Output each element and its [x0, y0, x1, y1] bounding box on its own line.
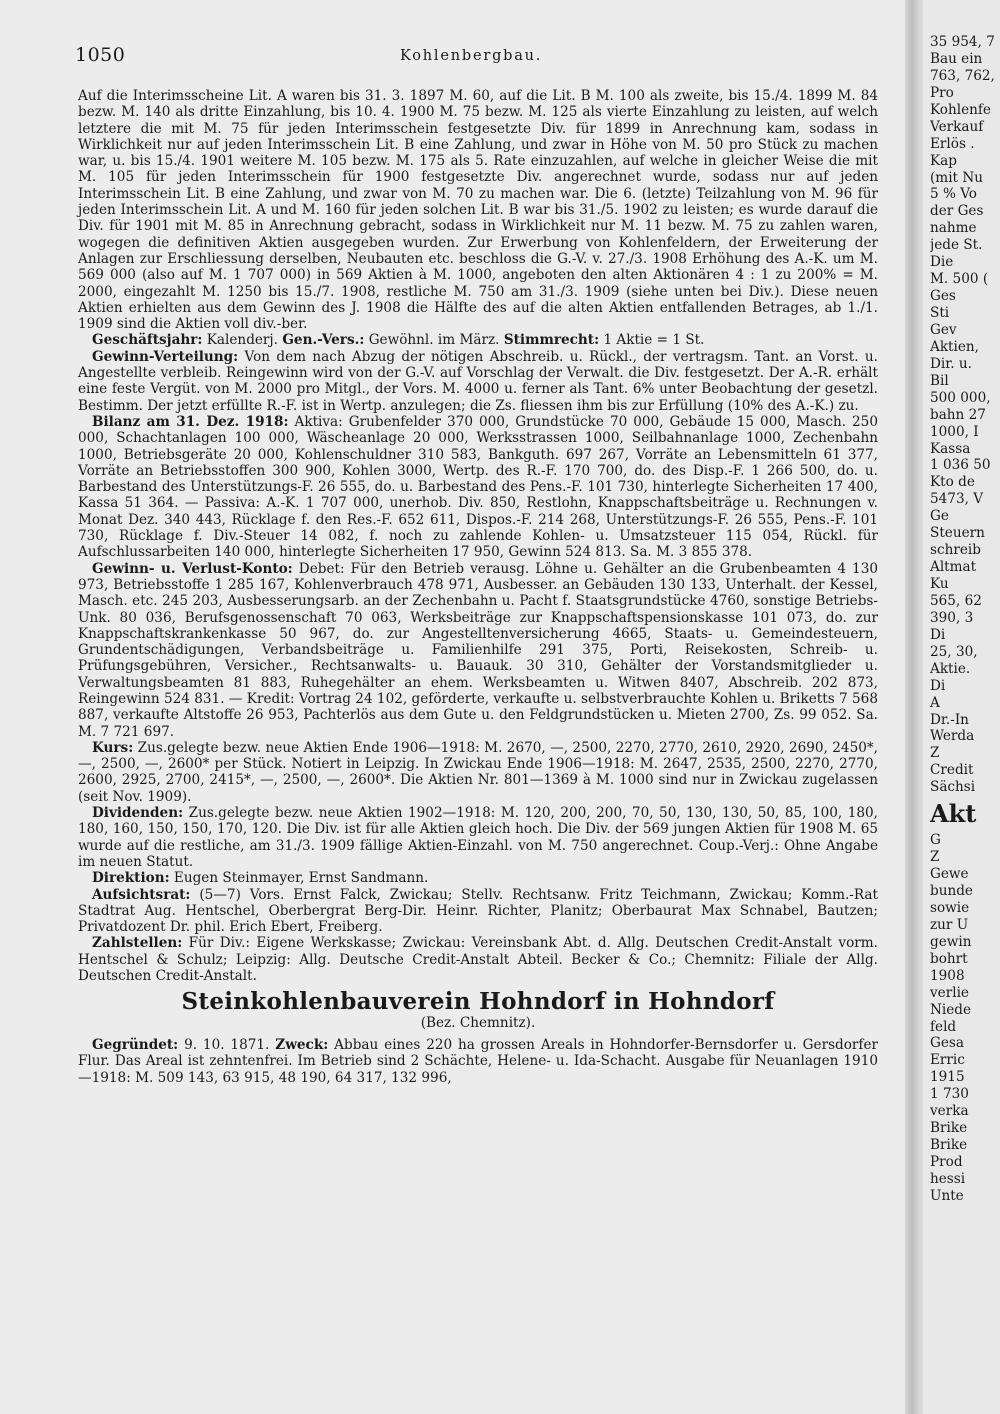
side-fragment-lower-line: Gesa: [930, 1035, 964, 1052]
aufsichtsrat-text: (5—7) Vors. Ernst Falck, Zwickau; Stellv. Rechtsanw. Fritz Teichmann, Zwickau; Komm.-Rat Stadtrat Aug. Hentschel, Oberbergrat Berg-Dir. Heinr. Richter, Planitz; Oberbaurat Max Schnabel, Bautzen; Privatdozent Dr. phil. Erich Ebert, Freiberg.: [78, 886, 879, 936]
side-fragment-line: Z: [930, 745, 940, 762]
dividenden-text: Zus.gelegte bezw. neue Aktien 1902—1918: M. 120, 200, 200, 70, 50, 130, 130, 50, 85, 100, 180, 180, 160, 150, 150, 170, 120. Die Div. ist für alle Aktien gleich hoch. Die Div. der 569 jungen Aktien für 1908 M. 65 wurde auf die restliche, am 31./3. 1909 fällige Aktien-Einzahl. von M. 750 angerechnet. Coup.-Verj.: Ohne Angabe im neuen Statut.: [78, 805, 878, 870]
intro-paragraph: Auf die Interimsscheine Lit. A waren bis 31. 3. 1897 M. 60, auf die Lit. B M. 100 als zweite, bis 15./4. 1899 M. 84 bezw. M. 140 als dritte Einzahlung, bis 10. 4. 1900 M. 75 bezw. M. 125 als vierte Einzahlung zu leisten, auf welch letztere die mit M. 75 für jeden Interimsschein festgesetzte Div. für 1899 in Anrechnung kam, sodass in Wirklichkeit nur auf jeden Interimsschein Lit. B eine Zahlung, und zwar in Höhe von M. 50 pro Stück zu machen war, u. bis 15./4. 1901 weitere M. 105 bezw. M. 175 als 5. Rate einzuzahlen, auf welche in gleicher Weise die mit M. 105 für jeden Interimsschein für 1900 festgesetzte Div. angerechnet wurde, sodass nur auf jeden Interimsschein Lit. B eine Zahlung, und zwar von M. 70 zu machen war. Die 6. (letzte) Teilzahlung von M. 96 für jeden Interimsschein Lit. A und M. 160 für jeden solchen Lit. B war bis 31./5. 1902 zu leisten; es wurde darauf die Div. für 1901 mit M. 85 in Anrechnung gebracht, sodass in Wirklichkeit nur M. 11 bezw. M. 75 zu zahlen waren, wogegen die definitiven Aktien ausgegeben wurden. Zur Erwerbung von Kohlenfeldern, der Erweiterung der Anlagen zur Erschliessung derselben, Neubauten etc. beschloss die G.-V. v. 27./3. 1908 Erhöhung des A.-K. um M. 569 000 (also auf M. 1 707 000) in 569 Aktien à M. 1000, angeboten den alten Aktionären 4 : 1 zu 200% = M. 2000, eingezahlt M. 1250 bis 15./7. 1908, restliche M. 750 am 31./3. 1909 (siehe unten bei Div.). Diese neuen Aktien erhielten aus dem Gewinn des J. 1908 die Hälfte des auf die alten Aktien entfallenden Betrages, ab 1./1. 1909 sind die Aktien voll div.-ber.: [78, 88, 878, 333]
meta-paragraph: [78, 332, 878, 348]
side-fragment-line: 763, 762,: [930, 67, 995, 84]
side-fragment-lower-line: 1 730: [930, 1086, 969, 1103]
gegruendet-text: 9. 10. 1871.: [184, 1036, 270, 1053]
side-fragment-line: Kap: [930, 152, 957, 169]
side-fragment-line: Sti: [930, 305, 950, 321]
side-fragment-line: Di: [930, 677, 946, 694]
bilanz-label: Bilanz am 31. Dez. 1918:: [92, 413, 289, 430]
side-fragment-line: 500 000,: [930, 389, 991, 406]
side-fragment-line: Verkauf: [930, 118, 984, 135]
gegruendet-label: Gegründet:: [92, 1036, 179, 1053]
side-fragment-line: 1000, I: [930, 423, 979, 440]
dividenden-paragraph: [78, 805, 878, 870]
bilanz-paragraph: [78, 414, 878, 561]
side-fragment-line: 390, 3: [930, 609, 974, 626]
company-title: Steinkohlenbauverein Hohndorf in Hohndorf: [181, 988, 775, 1016]
kurs-text: Zus.gelegte bezw. neue Aktien Ende 1906—1918: M. 2670, —, 2500, 2270, 2770, 2610, 2920, 2690, 2450*, —, 2500, —, 2600* per Stück. Notiert in Leipzig. In Zwickau Ende 1906—1918: M. 2647, 2535, 2500, 2270, 2770, 2600, 2925, 2700, 2415*, —, 2500, —, 2600*. Die Aktien Nr. 801—1369 à M. 1000 sind nur in Zwickau zugelassen (seit Nov. 1909).: [78, 739, 878, 805]
side-fragment-lower-line: Erric: [930, 1052, 965, 1069]
next-page-fragment: [930, 34, 1000, 1205]
running-head: Kohlenbergbau.: [400, 48, 543, 64]
side-fragment-lower-line: 1915: [930, 1069, 965, 1086]
side-fragment-lower-line: hessi: [930, 1170, 966, 1187]
gewinn-verteilung-label: Gewinn-Verteilung:: [92, 348, 239, 365]
guv-paragraph: [78, 561, 878, 740]
side-fragment-line: 5 % Vo: [930, 186, 977, 203]
side-fragment-lower-line: G: [930, 832, 941, 849]
side-fragment-line: A: [930, 694, 940, 711]
geschaeftsjahr-label: Geschäftsjahr:: [92, 332, 203, 349]
aufsichtsrat-paragraph: [78, 887, 878, 936]
genvers-text: Gewöhnl. im März.: [368, 332, 500, 349]
side-heading: Akt: [930, 799, 977, 829]
side-fragment-line: (mit Nu: [930, 169, 983, 186]
zahlstellen-text: Für Div.: Eigene Werkskasse; Zwickau: Vereinsbank Abt. d. Allg. Deutschen Credit-Anstalt vorm. Hentschel & Schulz; Leipzig: Allg. Deutsche Credit-Anstalt Abteil. Becker & Co.; Chemnitz: Filiale der Allg. Deutschen Credit-Anstalt.: [78, 935, 878, 985]
side-fragment-line: Ge: [930, 508, 949, 525]
kurs-label: Kurs:: [92, 739, 134, 756]
side-fragment-lower-line: Brike: [930, 1120, 968, 1137]
side-fragment-lower-line: Brike: [930, 1137, 968, 1154]
side-fragment-lower-line: feld: [930, 1018, 957, 1035]
side-fragment-line: Di: [930, 626, 946, 643]
side-fragment-line: Gev: [930, 321, 957, 338]
guv-label: Gewinn- u. Verlust-Konto:: [92, 560, 293, 577]
side-fragment-lower-line: bunde: [930, 883, 973, 899]
side-fragment-line: nahme: [930, 220, 977, 237]
kurs-paragraph: [78, 740, 878, 805]
side-fragment-line: Erlös .: [930, 135, 975, 152]
side-fragment-lower-line: Gewe: [930, 866, 969, 883]
side-fragment-line: Kto de: [930, 474, 975, 491]
gewinn-verteilung-text: Von dem nach Abzug der nötigen Abschreib. u. Rückl., der vertragsm. Tant. an Vorst. u. Angestellte verbleib. Reingewinn wird von der G.-V. auf Vorschlag der Verwalt. die Div. festgesetzt. Der A.-R. erhält eine feste Vergüt. von M. 2000 pro Mitgl., der Vors. M. 4000 u. ferner als Tant. 6% unter Beobachtung der gesetzl. Bestimm. Der jetzt erfüllte R.-F. ist in Wertp. anzulegen; die Zs. fliessen ihm bis zur Erfüllung (10% des A.-K.) zu.: [78, 348, 878, 414]
dividenden-label: Dividenden:: [92, 805, 184, 822]
zweck-text: Abbau eines 220 ha grossen Areals in Hohndorfer-Bernsdorfer u. Gersdorfer Flur. Das Areal ist zehntenfrei. Im Betrieb sind 2 Schächte, Helene- u. Ida-Schacht. Ausgabe für Neuanlagen 1910—1918: M. 509 143, 63 915, 48 190, 64 317, 132 996,: [78, 1036, 879, 1086]
guv-text: Debet: Für den Betrieb verausg. Löhne u. Gehälter an die Grubenbeamten 4 130 973, Betriebsstoffe 1 285 167, Kohlenverbrauch 478 971, Ausbesser. an Gebäuden 130 133, Unterhalt. der Kessel, Masch. etc. 245 203, Ausbesserungsarb. an der Zechenbahn u. Pacht f. Staatsgrundstücke 4760, sonstige Betriebs-Unk. 80 036, Berufsgenossenschaft 70 063, Werksbeiträge zur Knappschaftspensionskasse 101 073, do. zur Knappschaftskrankenkasse 50 967, do. zur Angestelltenversicherung 4665, Staats- u. Gemeindesteuern, Grundentschädigungen, Verbandsbeiträge u. Familienhilfe 291 375, Porti, Reisekosten, Schreib- u. Prüfungsgebühren, Versicher., Rechtsanwalts- u. Bauauk. 30 310, Gehälter der Vorstandsmitglieder u. Verwaltungsbeamten 81 883, Ruhegehälter an ehem. Werksbeamten u. Witwen 8407, Abschreib. 202 873, Reingewinn 524 831. — Kredit: Vortrag 24 102, geförderte, verkaufte u. selbstverbrauchte Kohlen u. Briketts 7 568 887, verkaufte Altstoffe 26 953, Pachterlös aus dem Gute u. den Feldgrundstücken u. Mieten 2700, Zs. 99 052. Sa. M. 7 721 697.: [78, 560, 878, 740]
side-fragment-line: schreib: [930, 542, 981, 559]
stimmrecht-label: Stimmrecht:: [503, 332, 600, 349]
direktion-paragraph: [78, 870, 878, 886]
side-fragment-line: 5473, V: [930, 491, 984, 508]
side-fragment-line: Sächsi: [930, 779, 976, 796]
side-fragment-line: bahn 27: [930, 406, 986, 423]
side-fragment-line: Bil: [930, 372, 949, 389]
side-fragment-line: Die: [930, 254, 954, 271]
side-fragment-line: Pro: [930, 84, 954, 101]
book-gutter: [905, 0, 923, 1414]
side-fragment-line: M. 500 (: [930, 271, 989, 288]
side-fragment-line: 25, 30,: [930, 643, 978, 660]
side-fragment-line: Bau ein: [930, 50, 983, 67]
page-number: 1050: [75, 44, 126, 66]
side-fragment-lower-line: sowie: [930, 899, 970, 916]
side-fragment-lower-line: verlie: [930, 984, 969, 1001]
side-fragment-line: Werda: [930, 728, 975, 745]
side-fragment-lower-line: Prod: [930, 1154, 963, 1170]
side-fragment-line: 565, 62: [930, 592, 982, 609]
side-fragment-lower-line: verka: [930, 1103, 969, 1120]
side-fragment-line: Kassa: [930, 440, 971, 457]
side-fragment-line: Aktie.: [930, 660, 971, 677]
side-fragment-line: Ges: [930, 288, 956, 305]
side-fragment-line: Steuern: [930, 525, 985, 542]
side-fragment-line: 1 036 50: [930, 457, 991, 474]
gegruendet-paragraph: [78, 1037, 878, 1086]
aufsichtsrat-label: Aufsichtsrat:: [92, 886, 191, 903]
stimmrecht-text: 1 Aktie = 1 St.: [603, 332, 705, 349]
zahlstellen-label: Zahlstellen:: [92, 935, 183, 952]
side-fragment-line: Kohlenfe: [930, 101, 991, 118]
zweck-label: Zweck:: [275, 1036, 329, 1053]
genvers-label: Gen.-Vers.:: [282, 332, 365, 349]
side-fragment-lower-line: gewin: [930, 933, 972, 950]
side-lines: [930, 34, 1000, 796]
direktion-label: Direktion:: [92, 870, 170, 887]
side-lines-lower: [930, 832, 1000, 1205]
side-fragment-lower-line: bohrt: [930, 950, 968, 967]
side-fragment-line: der Ges: [930, 203, 984, 220]
zahlstellen-paragraph: [78, 935, 878, 984]
side-fragment-lower-line: Z: [930, 849, 940, 866]
side-fragment-lower-line: Niede: [930, 1001, 972, 1018]
main-column: [78, 88, 878, 1086]
side-fragment-line: Aktien,: [930, 338, 979, 355]
side-fragment-line: jede St.: [930, 237, 983, 254]
side-fragment-line: Credit: [930, 762, 974, 779]
side-fragment-line: Dr.-In: [930, 711, 969, 728]
side-fragment-lower-line: zur U: [930, 916, 969, 933]
gewinn-verteilung-paragraph: [78, 349, 878, 414]
company-subtitle: (Bez. Chemnitz).: [420, 1014, 536, 1031]
side-fragment-lower-line: Unte: [930, 1187, 964, 1204]
side-fragment-line: Ku: [930, 576, 949, 592]
side-fragment-line: Altmat: [930, 559, 977, 576]
side-fragment-lower-line: 1908: [930, 967, 965, 984]
direktion-text: Eugen Steinmayer, Ernst Sandmann.: [173, 870, 429, 887]
bilanz-text: Aktiva: Grubenfelder 370 000, Grundstücke 70 000, Gebäude 15 000, Masch. 250 000, Schachtanlagen 100 000, Wäscheanlage 20 000, Werksstrassen 1000, Seilbahnanlage 1000, Zechenbahn 1000, Betriebsgeräte 20 000, Kohlenschuldner 310 583, Bankguth. 697 267, Vorräte an Lebensmitteln 61 377, Vorräte an Betriebsstoffen 300 900, Kohlen 3000, Wertp. des R.-F. 170 700, do. des Disp.-F. 1 266 500, do. u. Barbestand des Unterstützungs-F. 26 555, do. u. Barbestand des Pens.-F. 101 730, hinterlegte Sicherheiten 17 400, Kassa 51 364. — Passiva: A.-K. 1 707 000, unerhob. Div. 850, Restlohn, Knappschaftsbeiträge u. Rechnungen v. Monat Dez. 340 443, Rücklage f. den Res.-F. 652 611, Dispos.-F. 214 268, Unterstützungs-F. 26 555, Pens.-F. 101 730, Rücklage f. Div.-Steuer 14 082, f. noch zu zahlende Kohlen- u. Umsatzsteuer 115 054, Rückl. für Aufschlussarbeiten 140 000, hinterlegte Sicherheiten 17 950, Gewinn 524 813. Sa. M. 3 855 378.: [78, 413, 878, 561]
side-fragment-line: 35 954, 7: [930, 34, 995, 50]
geschaeftsjahr-text: Kalenderj.: [206, 332, 278, 349]
side-fragment-line: Dir. u.: [930, 355, 972, 372]
